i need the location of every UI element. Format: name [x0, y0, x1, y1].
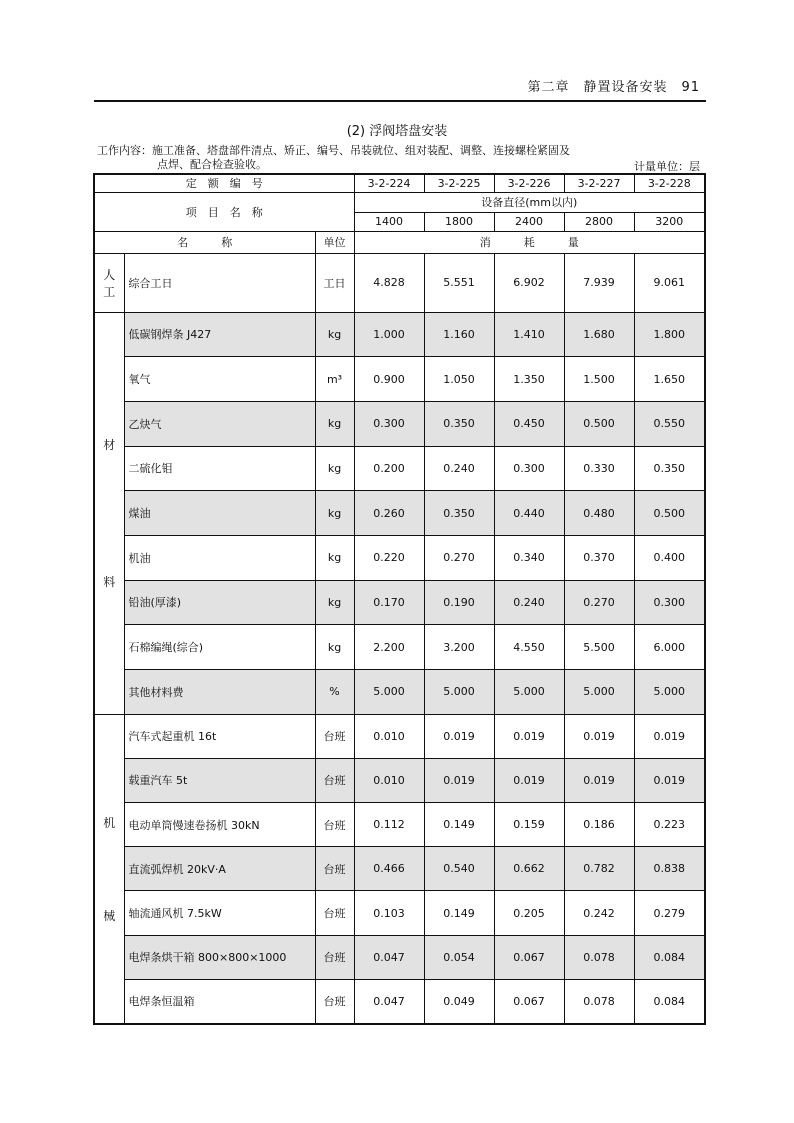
item-name-label: 项 目 名 称 — [94, 192, 354, 231]
consumption-value: 0.019 — [424, 758, 494, 802]
table-row — [94, 625, 705, 670]
item-name: 直流弧焊机 20kV·A — [124, 847, 315, 891]
table-row — [94, 847, 705, 891]
item-unit: 台班 — [315, 714, 354, 758]
consumption-value: 0.078 — [564, 935, 634, 979]
item-name: 氧气 — [124, 357, 315, 402]
consumption-value: 0.500 — [564, 401, 634, 446]
consumption-value: 0.220 — [354, 535, 424, 580]
consumption-value: 1.410 — [494, 312, 564, 357]
table-row — [94, 935, 705, 979]
item-name: 铅油(厚漆) — [124, 580, 315, 625]
consumption-value: 0.010 — [354, 758, 424, 802]
diameter-label-row — [94, 192, 705, 212]
consumption-value: 1.680 — [564, 312, 634, 357]
item-name: 载重汽车 5t — [124, 758, 315, 802]
consumption-value: 0.662 — [494, 847, 564, 891]
consumption-value: 9.061 — [634, 253, 705, 312]
consumption-value: 0.019 — [564, 758, 634, 802]
item-unit: kg — [315, 625, 354, 670]
labor-category-char: 工 — [103, 284, 116, 299]
consumption-value: 0.019 — [494, 758, 564, 802]
consumption-value: 0.190 — [424, 580, 494, 625]
item-unit: 台班 — [315, 891, 354, 935]
item-unit: % — [315, 670, 354, 715]
table-row — [94, 758, 705, 802]
item-name: 汽车式起重机 16t — [124, 714, 315, 758]
consumption-value: 5.000 — [494, 670, 564, 715]
consumption-value: 0.350 — [424, 401, 494, 446]
table-row — [94, 803, 705, 847]
item-name: 轴流通风机 7.5kW — [124, 891, 315, 935]
consumption-value: 0.466 — [354, 847, 424, 891]
consumption-value: 1.800 — [634, 312, 705, 357]
consumption-value: 0.112 — [354, 803, 424, 847]
chapter-page-label: 第二章 静置设备安装 91 — [527, 80, 700, 95]
quota-code: 3-2-228 — [634, 174, 705, 192]
consumption-value: 0.054 — [424, 935, 494, 979]
consumption-value: 0.500 — [634, 491, 705, 536]
item-unit: 台班 — [315, 758, 354, 802]
consumption-value: 1.500 — [564, 357, 634, 402]
consumption-value: 0.340 — [494, 535, 564, 580]
quota-code: 3-2-226 — [494, 174, 564, 192]
consumption-value: 0.067 — [494, 935, 564, 979]
work-content-line1: 工作内容：施工准备、塔盘部件清点、矫正、编号、吊装就位、组对装配、调整、连接螺栓紧固及 — [97, 144, 570, 157]
consumption-value: 0.019 — [634, 714, 705, 758]
item-name: 电动单筒慢速卷扬机 30kN — [124, 803, 315, 847]
table-row — [94, 253, 705, 312]
consumption-value: 0.223 — [634, 803, 705, 847]
quota-code: 3-2-224 — [354, 174, 424, 192]
item-unit: 台班 — [315, 979, 354, 1023]
consumption-value: 0.350 — [424, 491, 494, 536]
item-unit: kg — [315, 491, 354, 536]
consumption-value: 5.551 — [424, 253, 494, 312]
consumption-value: 0.279 — [634, 891, 705, 935]
table-row — [94, 357, 705, 402]
consumption-value: 0.019 — [424, 714, 494, 758]
item-name: 综合工日 — [124, 253, 315, 312]
diameter-label: 设备直径(mm以内) — [354, 192, 705, 212]
consumption-value: 6.000 — [634, 625, 705, 670]
consumption-value: 1.350 — [494, 357, 564, 402]
consumption-header: 消 耗 量 — [354, 231, 705, 253]
diameter-value: 3200 — [634, 212, 705, 231]
consumption-value: 6.902 — [494, 253, 564, 312]
item-name: 其他材料费 — [124, 670, 315, 715]
consumption-value: 0.838 — [634, 847, 705, 891]
materials-category-char: 料 — [103, 575, 116, 590]
item-name: 低碳钢焊条 J427 — [124, 312, 315, 357]
consumption-value: 0.170 — [354, 580, 424, 625]
diameter-value: 2400 — [494, 212, 564, 231]
quota-code: 3-2-227 — [564, 174, 634, 192]
item-unit: 台班 — [315, 847, 354, 891]
consumption-value: 5.000 — [564, 670, 634, 715]
item-unit: kg — [315, 312, 354, 357]
consumption-value: 4.550 — [494, 625, 564, 670]
item-unit: kg — [315, 401, 354, 446]
table-row — [94, 491, 705, 536]
consumption-value: 0.103 — [354, 891, 424, 935]
consumption-value: 0.540 — [424, 847, 494, 891]
table-row — [94, 580, 705, 625]
consumption-value: 0.200 — [354, 446, 424, 491]
labor-category-cell — [94, 253, 124, 312]
consumption-value: 0.300 — [494, 446, 564, 491]
machinery-category-cell — [94, 714, 124, 1023]
consumption-value: 0.900 — [354, 357, 424, 402]
consumption-value: 0.084 — [634, 935, 705, 979]
consumption-value: 0.047 — [354, 979, 424, 1023]
item-name: 电焊条烘干箱 800×800×1000 — [124, 935, 315, 979]
item-name: 石棉编绳(综合) — [124, 625, 315, 670]
table-row — [94, 535, 705, 580]
table-row — [94, 312, 705, 357]
quota-code-row — [94, 174, 705, 192]
item-name: 煤油 — [124, 491, 315, 536]
item-unit: m³ — [315, 357, 354, 402]
unit-column-header: 单位 — [315, 231, 354, 253]
consumption-value: 0.186 — [564, 803, 634, 847]
section-title: (2) 浮阀塔盘安装 — [346, 124, 448, 139]
column-header-row — [94, 231, 705, 253]
consumption-value: 0.330 — [564, 446, 634, 491]
item-name: 乙炔气 — [124, 401, 315, 446]
machinery-category-char: 机 — [103, 815, 116, 830]
consumption-value: 0.242 — [564, 891, 634, 935]
consumption-value: 5.000 — [354, 670, 424, 715]
materials-category-cell — [94, 312, 124, 714]
diameter-value: 2800 — [564, 212, 634, 231]
materials-category-char: 材 — [103, 438, 116, 453]
table-row — [94, 891, 705, 935]
table-row — [94, 714, 705, 758]
consumption-value: 0.019 — [634, 758, 705, 802]
table-row — [94, 670, 705, 715]
item-unit: 台班 — [315, 935, 354, 979]
name-column-header: 名 称 — [94, 231, 315, 253]
consumption-value: 0.782 — [564, 847, 634, 891]
consumption-value: 0.019 — [494, 714, 564, 758]
consumption-value: 0.084 — [634, 979, 705, 1023]
consumption-value: 0.149 — [424, 803, 494, 847]
consumption-value: 0.047 — [354, 935, 424, 979]
consumption-value: 0.480 — [564, 491, 634, 536]
item-unit: kg — [315, 446, 354, 491]
consumption-value: 0.400 — [634, 535, 705, 580]
consumption-value: 0.067 — [494, 979, 564, 1023]
consumption-value: 1.160 — [424, 312, 494, 357]
item-name: 二硫化钼 — [124, 446, 315, 491]
page-header — [94, 72, 706, 102]
consumption-value: 0.350 — [634, 446, 705, 491]
machinery-category-char: 械 — [103, 908, 116, 923]
consumption-value: 5.500 — [564, 625, 634, 670]
quota-table-body — [94, 174, 705, 1024]
consumption-value: 0.300 — [354, 401, 424, 446]
diameter-value: 1800 — [424, 212, 494, 231]
work-content — [97, 144, 617, 172]
consumption-value: 7.939 — [564, 253, 634, 312]
item-unit: kg — [315, 580, 354, 625]
diameter-value: 1400 — [354, 212, 424, 231]
consumption-value: 5.000 — [634, 670, 705, 715]
consumption-value: 0.300 — [634, 580, 705, 625]
consumption-value: 0.019 — [564, 714, 634, 758]
item-name: 机油 — [124, 535, 315, 580]
consumption-value: 5.000 — [424, 670, 494, 715]
consumption-value: 0.270 — [424, 535, 494, 580]
table-row — [94, 446, 705, 491]
quota-code-label: 定 额 编 号 — [94, 174, 354, 192]
labor-category-char: 人 — [103, 267, 116, 282]
consumption-value: 0.440 — [494, 491, 564, 536]
measurement-unit: 计量单位：层 — [634, 160, 700, 173]
consumption-value: 4.828 — [354, 253, 424, 312]
consumption-value: 0.010 — [354, 714, 424, 758]
consumption-value: 0.205 — [494, 891, 564, 935]
quota-code: 3-2-225 — [424, 174, 494, 192]
consumption-value: 0.149 — [424, 891, 494, 935]
consumption-value: 1.650 — [634, 357, 705, 402]
consumption-value: 3.200 — [424, 625, 494, 670]
consumption-value: 0.078 — [564, 979, 634, 1023]
consumption-value: 0.049 — [424, 979, 494, 1023]
consumption-value: 0.270 — [564, 580, 634, 625]
consumption-value: 0.260 — [354, 491, 424, 536]
item-unit: kg — [315, 535, 354, 580]
consumption-value: 0.240 — [424, 446, 494, 491]
table-row — [94, 979, 705, 1023]
consumption-value: 2.200 — [354, 625, 424, 670]
item-name: 电焊条恒温箱 — [124, 979, 315, 1023]
quota-table — [93, 173, 706, 1025]
consumption-value: 1.050 — [424, 357, 494, 402]
table-row — [94, 401, 705, 446]
consumption-value: 0.450 — [494, 401, 564, 446]
item-unit: 台班 — [315, 803, 354, 847]
consumption-value: 0.370 — [564, 535, 634, 580]
consumption-value: 0.240 — [494, 580, 564, 625]
work-content-line2: 点焊、配合检查验收。 — [157, 158, 267, 171]
consumption-value: 0.550 — [634, 401, 705, 446]
item-unit: 工日 — [315, 253, 354, 312]
consumption-value: 1.000 — [354, 312, 424, 357]
consumption-value: 0.159 — [494, 803, 564, 847]
